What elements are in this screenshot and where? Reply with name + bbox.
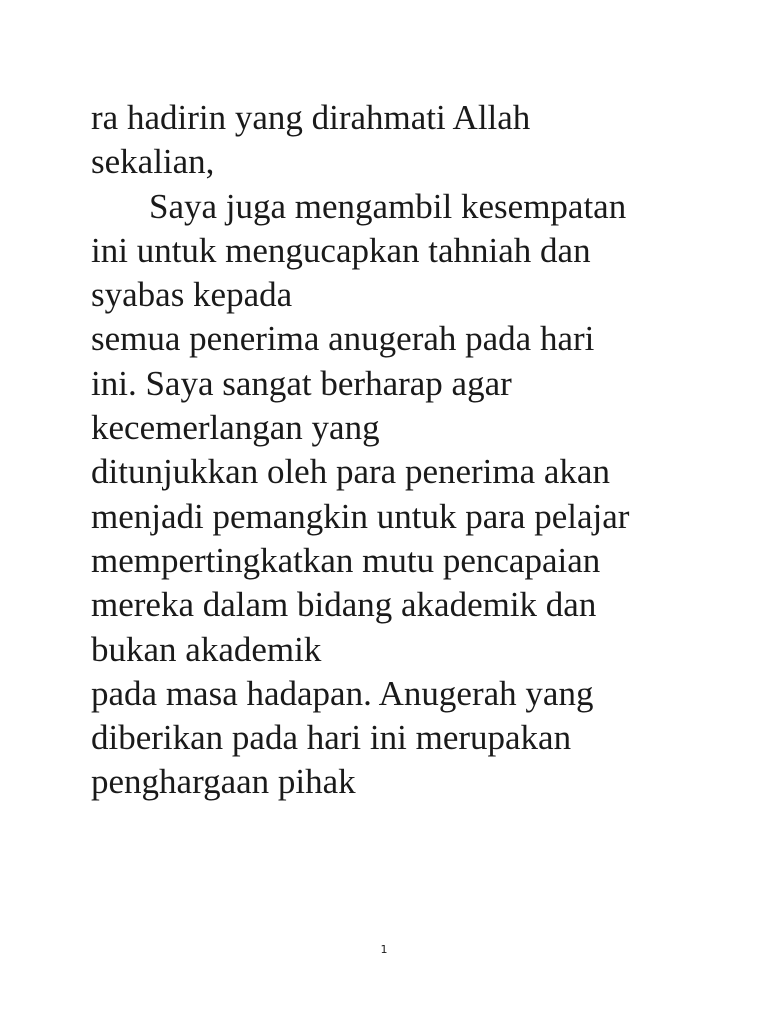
text-line: diberikan pada hari ini merupakan [91,718,572,758]
text-line: penghargaan pihak [91,762,356,802]
text-line: mempertingkatkan mutu pencapaian [91,540,601,580]
text-line: ini untuk mengucapkan tahniah dan [91,230,591,270]
text-line: sekalian, [91,142,215,182]
body-text [91,96,711,805]
text-line: semua penerima anugerah pada hari [91,319,595,359]
page-number: 1 [380,943,388,956]
text-line: mereka dalam bidang akademik dan [91,585,597,625]
text-line: ra hadirin yang dirahmati Allah [91,98,531,137]
text-line: kecemerlangan yang [91,408,380,448]
text-line: ini. Saya sangat berharap agar [91,363,512,403]
text-line: bukan akademik [91,629,322,669]
text-line: pada masa hadapan. Anugerah yang [91,673,594,713]
text-line: menjadi pemangkin untuk para pelajar [91,496,630,536]
text-line: ditunjukkan oleh para penerima akan [91,452,610,492]
text-line-indented: Saya juga mengambil kesempatan [149,186,627,226]
text-line: syabas kepada [91,275,293,315]
